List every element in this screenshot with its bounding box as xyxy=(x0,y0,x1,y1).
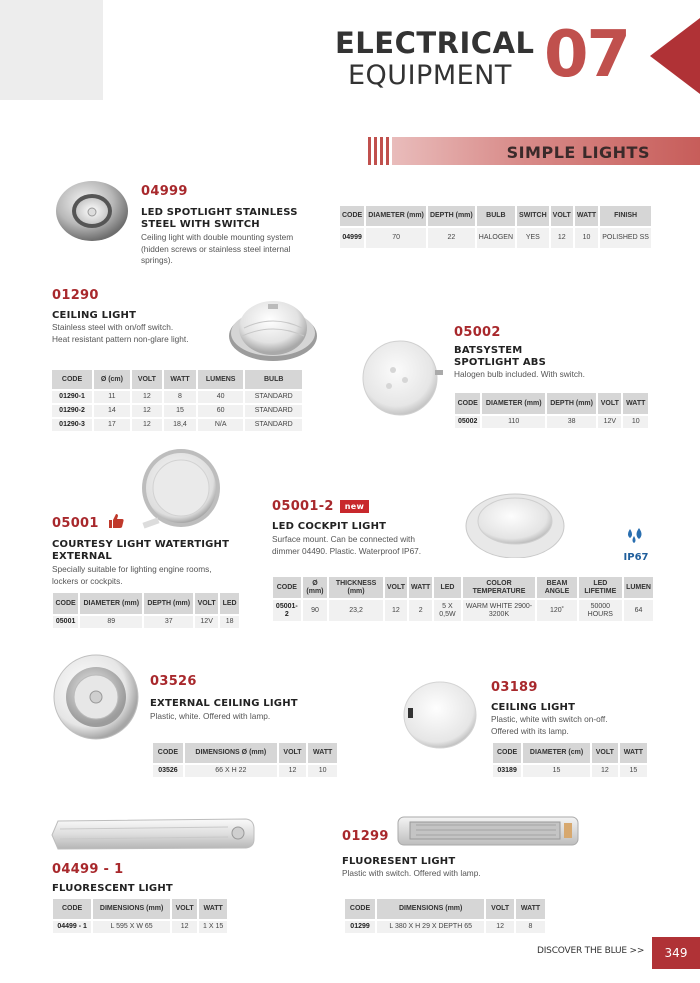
table-header: LUMEN xyxy=(623,577,653,599)
footer-tagline: DISCOVER THE BLUE >> xyxy=(537,946,645,956)
table-cell: 12 xyxy=(550,227,574,248)
table-header: WATT xyxy=(515,899,545,920)
table-cell: STANDARD xyxy=(244,390,302,404)
table-header: VOLT xyxy=(597,393,622,415)
table-cell: 14 xyxy=(93,404,131,418)
spec-table-03526 xyxy=(153,743,337,777)
table-header: COLOR TEMPERATURE xyxy=(462,577,537,599)
table-header: BULB xyxy=(476,206,516,227)
table-cell: 12 xyxy=(485,920,515,933)
spec-table-05002 xyxy=(455,393,648,428)
desc-line: Ceiling light with double mounting system xyxy=(141,232,294,242)
product-code-01299: 01299 xyxy=(342,829,389,844)
table-header: SWITCH xyxy=(516,206,550,227)
courtesy-light-05001-image xyxy=(133,448,233,530)
section-stripes xyxy=(368,137,390,165)
table-cell: 12 xyxy=(171,920,198,933)
table-cell: 12 xyxy=(131,418,163,431)
fluorescent-light-04499-image xyxy=(48,815,258,853)
table-cell: WARM WHITE 2900-3200K xyxy=(462,599,537,621)
spec-table-05001-2 xyxy=(273,577,653,621)
table-header: DIAMETER (mm) xyxy=(79,593,143,615)
spotlight-04999-image xyxy=(55,178,130,243)
desc-line: lockers or cockpits. xyxy=(52,575,123,586)
table-header: THICKNESS (mm) xyxy=(328,577,384,599)
product-desc-05002: Halogen bulb included. With switch. xyxy=(454,369,585,379)
product-code-05001 xyxy=(52,514,124,531)
product-title-01290: CEILING LIGHT xyxy=(52,310,137,321)
spec-table-01290 xyxy=(52,370,302,431)
table-header: Ø (cm) xyxy=(93,370,131,390)
table-header: BEAM ANGLE xyxy=(536,577,577,599)
thumbs-up-icon xyxy=(108,514,124,528)
table-cell: 64 xyxy=(623,599,653,621)
product-code-01290: 01290 xyxy=(52,288,99,303)
product-desc-04999 xyxy=(141,232,329,267)
product-desc-01290 xyxy=(52,322,189,345)
table-cell: STANDARD xyxy=(244,404,302,418)
product-title-04999-line1: LED SPOTLIGHT STAINLESS xyxy=(141,207,298,218)
spec-table-03189 xyxy=(493,743,647,777)
table-cell: 01290-1 xyxy=(52,390,93,404)
spec-table-04499-1 xyxy=(53,899,227,933)
chapter-arrow-icon xyxy=(650,18,700,94)
table-cell: 15 xyxy=(163,404,197,418)
table-row xyxy=(52,390,302,404)
desc-line: (hidden screws or stainless steel internal xyxy=(141,243,291,254)
table-header: LED xyxy=(219,593,239,615)
table-cell: 03189 xyxy=(493,764,522,777)
table-cell: 8 xyxy=(163,390,197,404)
product-title-05002-line2: SPOTLIGHT ABS xyxy=(454,357,546,368)
product-desc-05001-2 xyxy=(272,534,421,557)
spec-table-04999 xyxy=(340,206,651,248)
table-header: VOLT xyxy=(591,743,619,764)
table-row xyxy=(455,415,648,428)
table-cell: 03526 xyxy=(153,764,184,777)
table-cell: 10 xyxy=(307,764,337,777)
table-cell: 05001-2 xyxy=(273,599,302,621)
table-header: DIMENSIONS Ø (mm) xyxy=(184,743,278,764)
table-row xyxy=(345,920,545,933)
water-drops-icon xyxy=(625,527,647,547)
table-cell: 1 X 15 xyxy=(198,920,227,933)
table-row xyxy=(153,764,337,777)
desc-line: Heat resistant pattern non-glare light. xyxy=(52,333,189,344)
table-cell: N/A xyxy=(197,418,245,431)
table-cell: 12 xyxy=(278,764,308,777)
ceiling-light-03189-image xyxy=(400,678,482,750)
chapter-title-line2: EQUIPMENT xyxy=(348,60,512,91)
table-cell: 37 xyxy=(143,615,194,628)
table-header: LUMENS xyxy=(197,370,245,390)
product-desc-01299: Plastic with switch. Offered with lamp. xyxy=(342,868,481,878)
table-header: CODE xyxy=(345,899,376,920)
table-cell: 01299 xyxy=(345,920,376,933)
product-title-04999-line2: STEEL WITH SWITCH xyxy=(141,219,260,230)
table-header: CODE xyxy=(273,577,302,599)
product-code-05001-2 xyxy=(272,499,369,514)
table-header: DIAMETER (cm) xyxy=(522,743,591,764)
product-code-03189: 03189 xyxy=(491,680,538,695)
table-header: DIAMETER (mm) xyxy=(365,206,427,227)
product-code-04999: 04999 xyxy=(141,184,188,199)
product-title-05001-line1: COURTESY LIGHT WATERTIGHT xyxy=(52,539,230,550)
table-row xyxy=(52,404,302,418)
table-header: VOLT xyxy=(171,899,198,920)
fluorescent-light-01299-image xyxy=(396,813,580,849)
table-header: CODE xyxy=(340,206,365,227)
desc-line: springs). xyxy=(141,255,173,265)
table-cell: 90 xyxy=(302,599,329,621)
product-title-01299: FLUORESENT LIGHT xyxy=(342,856,456,867)
table-header: DEPTH (mm) xyxy=(546,393,597,415)
desc-line: Offered with its lamp. xyxy=(491,725,569,736)
table-cell: 2 xyxy=(408,599,433,621)
product-title-03189: CEILING LIGHT xyxy=(491,702,576,713)
product-desc-05001 xyxy=(52,564,212,587)
table-row xyxy=(53,615,239,628)
table-cell: 18,4 xyxy=(163,418,197,431)
table-cell: 10 xyxy=(622,415,648,428)
table-cell: 50000 HOURS xyxy=(578,599,624,621)
table-cell: 8 xyxy=(515,920,545,933)
code-text: 05001 xyxy=(52,516,99,531)
desc-line: Specially suitable for lighting engine rooms, xyxy=(52,564,212,574)
table-cell: L 380 X H 29 X DEPTH 65 xyxy=(376,920,485,933)
table-cell: 05002 xyxy=(455,415,481,428)
product-title-03526: EXTERNAL CEILING LIGHT xyxy=(150,698,298,709)
table-cell: 15 xyxy=(522,764,591,777)
table-cell: 10 xyxy=(574,227,599,248)
table-cell: YES xyxy=(516,227,550,248)
product-title-05001-line2: EXTERNAL xyxy=(52,551,112,562)
table-row xyxy=(493,764,647,777)
table-header: LED xyxy=(433,577,461,599)
desc-line: Plastic, white with switch on-off. xyxy=(491,714,608,724)
table-header: BULB xyxy=(244,370,302,390)
chapter-number: 07 xyxy=(544,18,630,92)
table-row xyxy=(53,920,227,933)
spotlight-05002-image xyxy=(355,340,445,416)
ip67-badge xyxy=(621,527,651,563)
chapter-title-line1: ELECTRICAL xyxy=(335,26,535,60)
table-header: VOLT xyxy=(550,206,574,227)
table-header: VOLT xyxy=(384,577,408,599)
spec-table-05001 xyxy=(53,593,239,628)
table-cell: 12 xyxy=(131,390,163,404)
table-header: WATT xyxy=(574,206,599,227)
table-cell: 22 xyxy=(427,227,476,248)
code-text: 05001-2 xyxy=(272,499,334,514)
table-cell: 70 xyxy=(365,227,427,248)
product-desc-03189 xyxy=(491,714,648,737)
table-cell: 12 xyxy=(131,404,163,418)
table-header: WATT xyxy=(619,743,647,764)
table-header: VOLT xyxy=(131,370,163,390)
table-cell: 12 xyxy=(384,599,408,621)
cockpit-light-05001-2-image xyxy=(465,488,565,558)
table-cell: 12V xyxy=(194,615,219,628)
table-header: CODE xyxy=(153,743,184,764)
table-header: WATT xyxy=(307,743,337,764)
table-cell: STANDARD xyxy=(244,418,302,431)
table-cell: 11 xyxy=(93,390,131,404)
table-header: DEPTH (mm) xyxy=(427,206,476,227)
table-cell: 18 xyxy=(219,615,239,628)
table-cell: 12 xyxy=(591,764,619,777)
table-cell: 01290-2 xyxy=(52,404,93,418)
table-cell: 110 xyxy=(481,415,546,428)
table-header: CODE xyxy=(52,370,93,390)
desc-line: Surface mount. Can be connected with xyxy=(272,534,415,544)
table-header: WATT xyxy=(622,393,648,415)
table-header: DEPTH (mm) xyxy=(143,593,194,615)
table-header: VOLT xyxy=(194,593,219,615)
table-header: VOLT xyxy=(278,743,308,764)
corner-grey-block xyxy=(0,0,103,100)
table-cell: 15 xyxy=(619,764,647,777)
product-title-05001-2: LED COCKPIT LIGHT xyxy=(272,521,387,532)
product-title-05002-line1: BATSYSTEM xyxy=(454,345,523,356)
table-header: CODE xyxy=(455,393,481,415)
ceiling-light-01290-image xyxy=(228,296,318,364)
desc-line: Stainless steel with on/off switch. xyxy=(52,322,174,332)
table-cell: 23,2 xyxy=(328,599,384,621)
table-row xyxy=(340,227,651,248)
product-code-05002: 05002 xyxy=(454,325,501,340)
table-row xyxy=(52,418,302,431)
table-cell: 05001 xyxy=(53,615,79,628)
table-header: CODE xyxy=(53,899,92,920)
page-number: 349 xyxy=(652,937,700,969)
table-cell: POLISHED SS xyxy=(599,227,651,248)
product-code-03526: 03526 xyxy=(150,674,197,689)
table-header: WATT xyxy=(408,577,433,599)
product-desc-03526: Plastic, white. Offered with lamp. xyxy=(150,711,271,721)
table-header: VOLT xyxy=(485,899,515,920)
table-cell: 60 xyxy=(197,404,245,418)
table-header: DIMENSIONS (mm) xyxy=(376,899,485,920)
table-cell: 120˚ xyxy=(536,599,577,621)
table-cell: 89 xyxy=(79,615,143,628)
table-cell: 04499 - 1 xyxy=(53,920,92,933)
external-ceiling-light-03526-image xyxy=(51,654,141,740)
new-badge: new xyxy=(340,500,369,513)
table-cell: 01290-3 xyxy=(52,418,93,431)
table-header: Ø (mm) xyxy=(302,577,329,599)
table-cell: 17 xyxy=(93,418,131,431)
table-cell: 66 X H 22 xyxy=(184,764,278,777)
table-cell: 38 xyxy=(546,415,597,428)
product-code-04499-1: 04499 - 1 xyxy=(52,862,124,877)
table-header: CODE xyxy=(493,743,522,764)
table-header: LED LIFETIME xyxy=(578,577,624,599)
table-header: DIAMETER (mm) xyxy=(481,393,546,415)
product-title-04499-1: FLUORESCENT LIGHT xyxy=(52,883,173,894)
desc-line: dimmer 04490. Plastic. Waterproof IP67. xyxy=(272,545,422,556)
table-cell: HALOGEN xyxy=(476,227,516,248)
ip67-label: IP67 xyxy=(623,552,649,563)
table-header: FINISH xyxy=(599,206,651,227)
spec-table-01299 xyxy=(345,899,545,933)
table-cell: 40 xyxy=(197,390,245,404)
table-cell: 12V xyxy=(597,415,622,428)
table-header: WATT xyxy=(163,370,197,390)
table-header: WATT xyxy=(198,899,227,920)
table-cell: L 595 X W 65 xyxy=(92,920,171,933)
table-cell: 5 X 0,5W xyxy=(433,599,461,621)
table-header: DIMENSIONS (mm) xyxy=(92,899,171,920)
table-header: CODE xyxy=(53,593,79,615)
section-title: SIMPLE LIGHTS xyxy=(506,143,650,162)
table-cell: 04999 xyxy=(340,227,365,248)
table-row xyxy=(273,599,653,621)
